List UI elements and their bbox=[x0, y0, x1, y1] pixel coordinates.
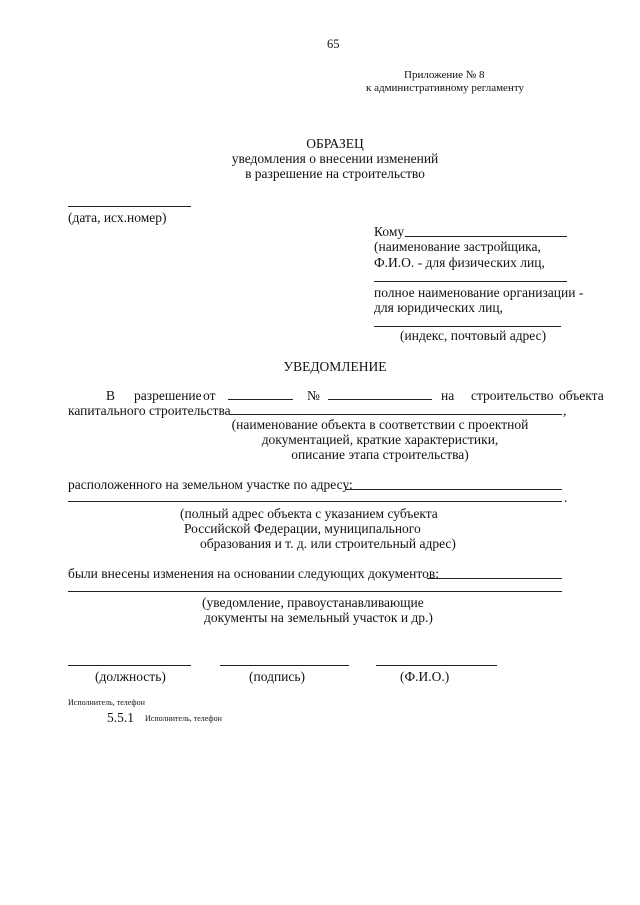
object-name-line bbox=[230, 414, 562, 415]
permit-number-line bbox=[328, 399, 432, 400]
executor-caption-2: Исполнитель, телефон bbox=[145, 714, 222, 723]
documents-caption-1: (уведомление, правоустанавливающие bbox=[202, 595, 424, 610]
documents-caption-2: документы на земельный участок и др.) bbox=[204, 610, 433, 625]
body-word-in: В bbox=[106, 388, 116, 403]
address-line-2 bbox=[68, 501, 562, 502]
object-caption-3: описание этапа строительства) bbox=[291, 447, 469, 462]
address-caption-2: Российской Федерации, муниципального bbox=[184, 521, 421, 536]
object-caption-2: документацией, краткие характеристики, bbox=[261, 432, 499, 447]
permit-date-line bbox=[228, 399, 293, 400]
page-number: 65 bbox=[327, 37, 340, 51]
body-word-object: объекта bbox=[559, 388, 604, 403]
name-line bbox=[376, 665, 497, 666]
address-caption-1: (полный адрес объекта с указанием субъекта bbox=[180, 506, 438, 521]
heading-subtitle-2: в разрешение на строительство bbox=[245, 166, 425, 181]
name-caption: (Ф.И.О.) bbox=[400, 669, 450, 684]
address-period: . bbox=[564, 490, 568, 505]
recipient-line-2 bbox=[374, 281, 567, 282]
executor-caption: Исполнитель, телефон bbox=[68, 698, 145, 707]
changes-label: были внесены изменения на основании следующих документов: bbox=[68, 566, 439, 581]
recipient-line-3 bbox=[374, 326, 561, 327]
date-field-line bbox=[68, 206, 191, 207]
documents-line-1 bbox=[427, 578, 562, 579]
address-line-1 bbox=[345, 489, 562, 490]
object-name-comma: , bbox=[563, 403, 567, 418]
appendix-regulation: к административному регламенту bbox=[366, 82, 524, 94]
notice-title: УВЕДОМЛЕНИЕ bbox=[283, 359, 387, 374]
signature-caption: (подпись) bbox=[249, 669, 306, 684]
capital-construction-label: капитального строительства bbox=[68, 403, 231, 418]
heading-sample: ОБРАЗЕЦ bbox=[306, 136, 364, 151]
body-word-number: № bbox=[307, 388, 320, 403]
body-word-on: на bbox=[441, 388, 455, 403]
appendix-number: Приложение № 8 bbox=[404, 69, 485, 81]
located-label: расположенного на земельном участке по адресу: bbox=[68, 477, 353, 492]
heading-subtitle-1: уведомления о внесении изменений bbox=[231, 151, 439, 166]
position-caption: (должность) bbox=[95, 669, 166, 684]
section-number: 5.5.1 bbox=[107, 710, 134, 725]
body-word-from: от bbox=[203, 388, 216, 403]
recipient-caption-5: (индекс, почтовый адрес) bbox=[400, 328, 547, 343]
body-word-construction: строительство bbox=[471, 388, 554, 403]
body-word-permit: разрешение bbox=[134, 388, 202, 403]
signature-line bbox=[220, 665, 349, 666]
address-caption-3: образования и т. д. или строительный адрес) bbox=[200, 536, 456, 551]
recipient-caption-3: полное наименование организации - bbox=[374, 285, 584, 300]
recipient-caption-2: Ф.И.О. - для физических лиц, bbox=[374, 255, 545, 270]
recipient-caption-4: для юридических лиц, bbox=[374, 300, 503, 315]
recipient-to-label: Кому bbox=[374, 224, 405, 239]
date-caption: (дата, исх.номер) bbox=[68, 210, 167, 225]
documents-line-2 bbox=[68, 591, 562, 592]
recipient-to-line bbox=[405, 236, 567, 237]
position-line bbox=[68, 665, 191, 666]
recipient-caption-1: (наименование застройщика, bbox=[374, 239, 541, 254]
object-caption-1: (наименование объекта в соответствии с проектной bbox=[231, 417, 529, 432]
